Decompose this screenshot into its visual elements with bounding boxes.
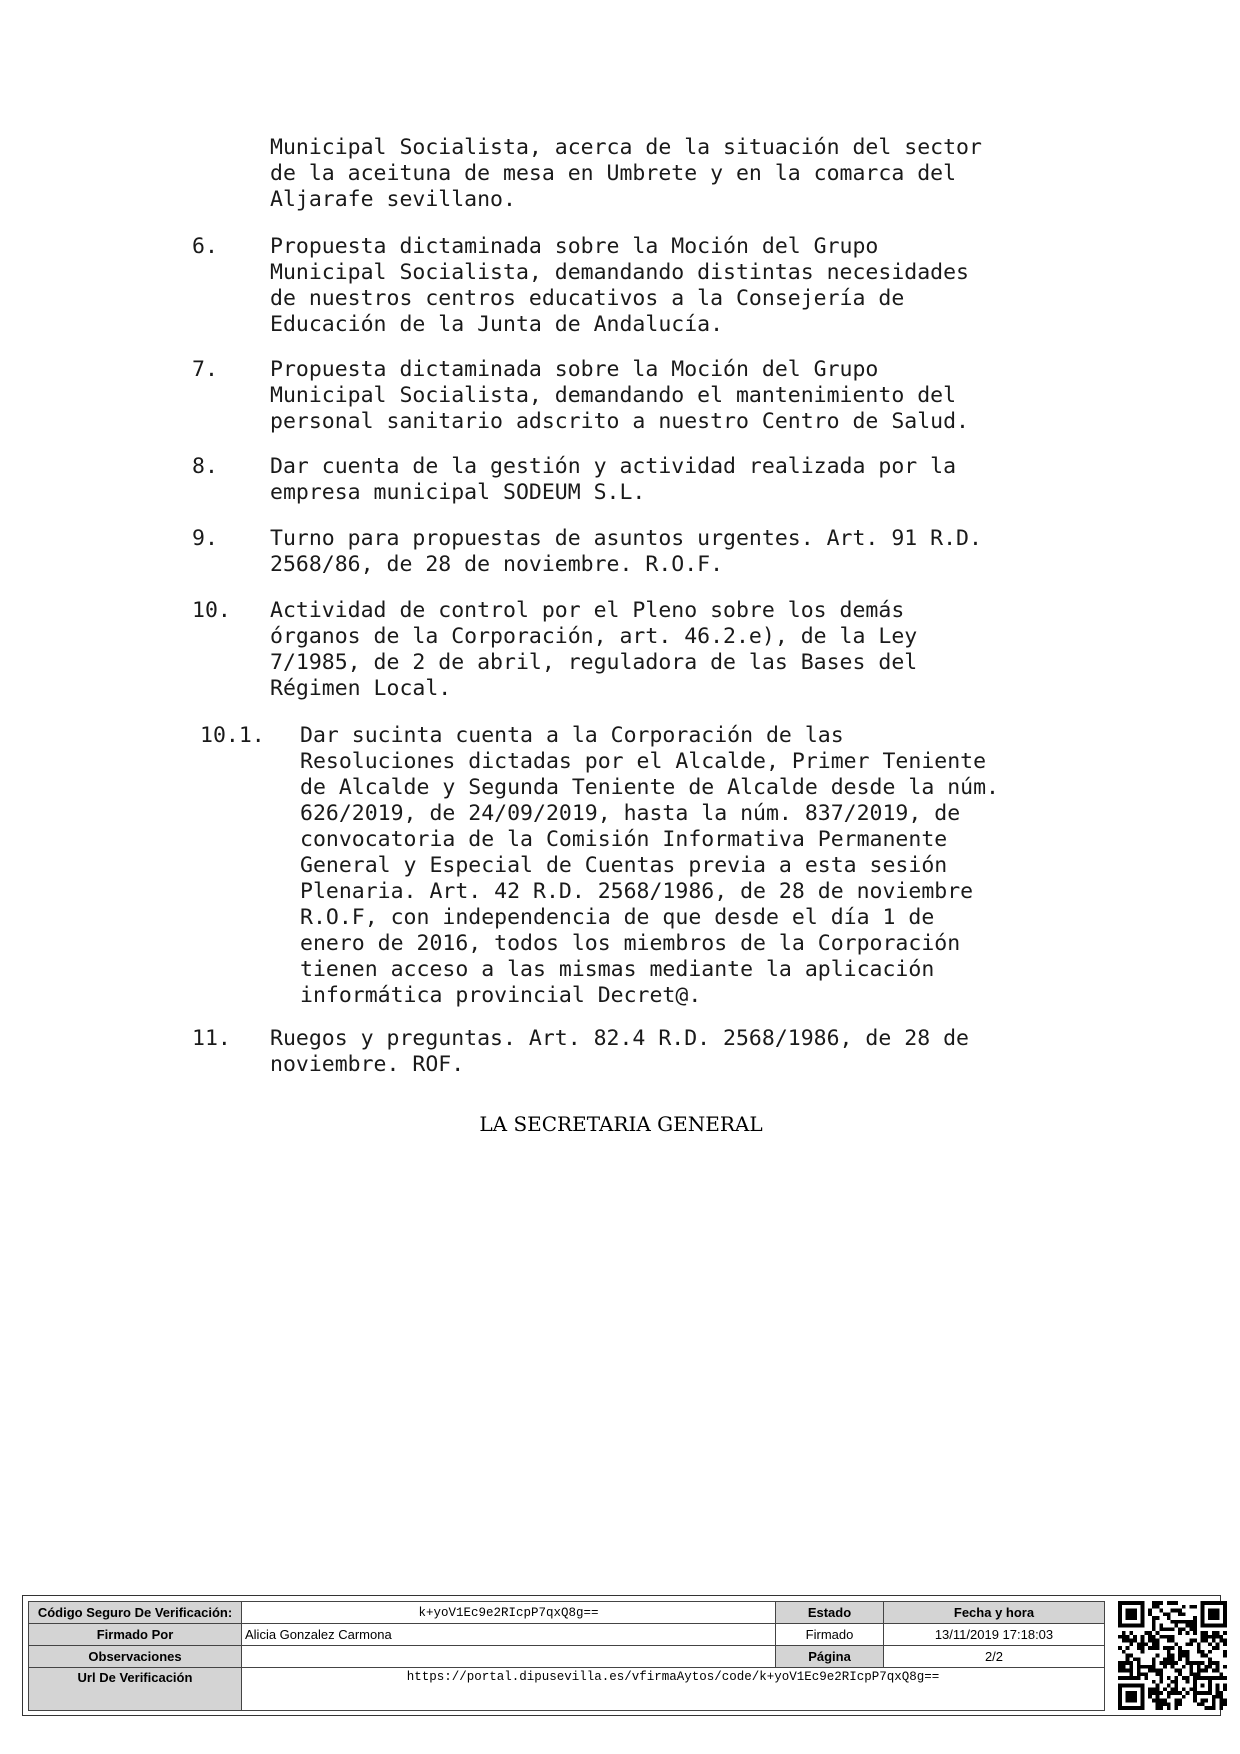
text-line: Actividad de control por el Pleno sobre los demás	[270, 598, 905, 623]
url-value[interactable]: https://portal.dipusevilla.es/vfirmaAytos/code/k+yoV1Ec9e2RIcpP7qxQ8g==	[242, 1668, 1105, 1711]
text-line: convocatoria de la Comisión Informativa Permanente	[300, 827, 948, 852]
item-text	[270, 454, 1044, 506]
item-number: 8.	[192, 454, 218, 479]
observaciones-label: Observaciones	[29, 1646, 242, 1668]
url-label: Url De Verificación	[29, 1668, 242, 1711]
text-line: Municipal Socialista, demandando distintas necesidades	[270, 260, 969, 285]
table-row	[29, 1624, 1105, 1646]
text-line: empresa municipal SODEUM S.L.	[270, 480, 646, 505]
text-line: 626/2019, de 24/09/2019, hasta la núm. 837/2019, de	[300, 801, 961, 826]
item-text	[270, 1026, 1044, 1078]
intro-paragraph	[270, 135, 1044, 213]
firmado-por-label: Firmado Por	[29, 1624, 242, 1646]
item-number: 6.	[192, 234, 218, 259]
item-text	[270, 526, 1044, 578]
text-line: informática provincial Decret@.	[300, 983, 702, 1008]
item-number: 9.	[192, 526, 218, 551]
csv-label: Código Seguro De Verificación:	[29, 1602, 242, 1624]
verification-table	[28, 1601, 1105, 1711]
text-line: Ruegos y preguntas. Art. 82.4 R.D. 2568/1986, de 28 de	[270, 1026, 969, 1051]
item-number: 7.	[192, 357, 218, 382]
text-line: R.O.F, con independencia de que desde el día 1 de	[300, 905, 935, 930]
text-line: 2568/86, de 28 de noviembre. R.O.F.	[270, 552, 724, 577]
text-line: Aljarafe sevillano.	[270, 187, 516, 212]
item-number: 10.	[192, 598, 231, 623]
text-line: 7/1985, de 2 de abril, reguladora de las Bases del	[270, 650, 918, 675]
fecha-value: 13/11/2019 17:18:03	[884, 1624, 1105, 1646]
text-line: de nuestros centros educativos a la Consejería de	[270, 286, 905, 311]
text-line: personal sanitario adscrito a nuestro Centro de Salud.	[270, 409, 969, 434]
csv-value: k+yoV1Ec9e2RIcpP7qxQ8g==	[242, 1602, 776, 1624]
text-line: Municipal Socialista, demandando el mantenimiento del	[270, 383, 957, 408]
text-line: Plenaria. Art. 42 R.D. 2568/1986, de 28 de noviembre	[300, 879, 974, 904]
text-line: Turno para propuestas de asuntos urgentes. Art. 91 R.D.	[270, 526, 982, 551]
text-line: de Alcalde y Segunda Teniente de Alcalde desde la núm.	[300, 775, 999, 800]
verification-box	[22, 1595, 1221, 1716]
table-row	[29, 1602, 1105, 1624]
text-line: Educación de la Junta de Andalucía.	[270, 312, 724, 337]
text-line: tienen acceso a las mismas mediante la aplicación	[300, 957, 935, 982]
text-line: Municipal Socialista, acerca de la situación del sector	[270, 135, 982, 160]
table-row	[29, 1646, 1105, 1668]
estado-label: Estado	[776, 1602, 884, 1624]
text-line: noviembre. ROF.	[270, 1052, 465, 1077]
pagina-value: 2/2	[884, 1646, 1105, 1668]
text-line: General y Especial de Cuentas previa a esta sesión	[300, 853, 948, 878]
text-line: de la aceituna de mesa en Umbrete y en la comarca del	[270, 161, 957, 186]
item-text	[300, 723, 1058, 1009]
observaciones-value	[242, 1646, 776, 1668]
text-line: Propuesta dictaminada sobre la Moción del Grupo	[270, 234, 879, 259]
text-line: Régimen Local.	[270, 676, 452, 701]
item-text	[270, 357, 1044, 435]
text-line: órganos de la Corporación, art. 46.2.e), de la Ley	[270, 624, 918, 649]
item-text	[270, 234, 1044, 338]
text-line: enero de 2016, todos los miembros de la Corporación	[300, 931, 961, 956]
item-number: 11.	[192, 1026, 231, 1051]
firmado-por-value: Alicia Gonzalez Carmona	[242, 1624, 776, 1646]
text-line: Propuesta dictaminada sobre la Moción del Grupo	[270, 357, 879, 382]
signature-title: LA SECRETARIA GENERAL	[479, 1112, 763, 1136]
item-text	[270, 598, 1044, 702]
qr-code-icon	[1118, 1601, 1227, 1710]
pagina-label: Página	[776, 1646, 884, 1668]
table-row	[29, 1668, 1105, 1711]
text-line: Resoluciones dictadas por el Alcalde, Primer Teniente	[300, 749, 987, 774]
item-number: 10.1.	[200, 723, 265, 748]
text-line: Dar sucinta cuenta a la Corporación de las	[300, 723, 844, 748]
fecha-label: Fecha y hora	[884, 1602, 1105, 1624]
estado-value: Firmado	[776, 1624, 884, 1646]
text-line: Dar cuenta de la gestión y actividad realizada por la	[270, 454, 957, 479]
